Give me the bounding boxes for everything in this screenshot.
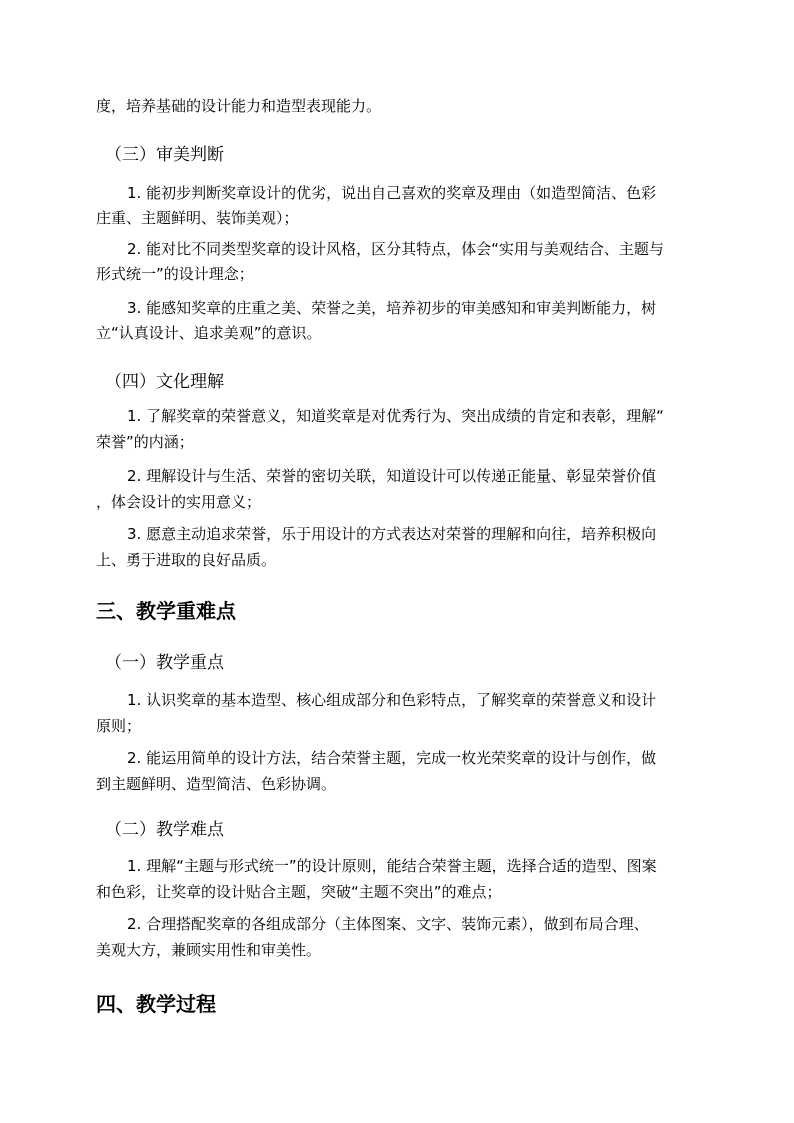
paragraph-line: 2. 能运用简单的设计方法，结合荣誉主题，完成一枚光荣奖章的设计与创作，做 [127,749,657,767]
paragraph-line: 3. 愿意主动追求荣誉，乐于用设计的方式表达对荣誉的理解和向往，培养积极向 [127,525,657,543]
paragraph-line: 形式统一”的设计理念； [96,265,254,283]
paragraph-line: ，体会设计的实用意义； [96,493,262,511]
chapter-heading-four: 四、教学过程 [96,992,216,1016]
paragraph-line: 2. 理解设计与生活、荣誉的密切关联，知道设计可以传递正能量、彰显荣誉价值 [127,467,657,485]
paragraph-line: 到主题鲜明、造型简洁、色彩协调。 [96,775,337,793]
section-heading-difficulties: （二）教学难点 [105,820,224,840]
paragraph-line: 1. 了解奖章的荣誉意义，知道奖章是对优秀行为、突出成绩的肯定和表彰，理解“ [127,407,664,425]
intro-line: 度，培养基础的设计能力和造型表现能力。 [96,97,382,115]
section-heading-key-points: （一）教学重点 [105,653,224,673]
paragraph-line: 1. 理解“主题与形式统一”的设计原则，能结合荣誉主题，选择合适的造型、图案 [127,857,657,875]
paragraph-line: 原则； [96,717,142,735]
paragraph-line: 2. 合理搭配奖章的各组成部分（主体图案、文字、装饰元素），做到布局合理、 [127,915,649,933]
paragraph-line: 荣誉”的内涵； [96,433,194,451]
paragraph-line: 1. 能初步判断奖章设计的优劣，说出自己喜欢的奖章及理由（如造型简洁、色彩 [127,184,657,202]
paragraph-line: 和色彩，让奖章的设计贴合主题，突破“主题不突出”的难点； [96,883,502,901]
section-heading-aesthetic: （三）审美判断 [105,145,224,165]
paragraph-line: 1. 认识奖章的基本造型、核心组成部分和色彩特点，了解奖章的荣誉意义和设计 [127,691,657,709]
paragraph-line: 3. 能感知奖章的庄重之美、荣誉之美，培养初步的审美感知和审美判断能力，树 [127,299,657,317]
paragraph-line: 庄重、主题鲜明、装饰美观）； [96,209,299,227]
paragraph-line: 美观大方，兼顾实用性和审美性。 [96,941,322,959]
paragraph-line: 2. 能对比不同类型奖章的设计风格，区分其特点，体会“实用与美观结合、主题与 [127,240,664,258]
section-heading-culture: （四）文化理解 [105,372,224,392]
chapter-heading-three: 三、教学重难点 [96,599,236,623]
paragraph-line: 上、勇于进取的良好品质。 [96,551,277,569]
paragraph-line: 立“认真设计、追求美观”的意识。 [96,324,322,342]
